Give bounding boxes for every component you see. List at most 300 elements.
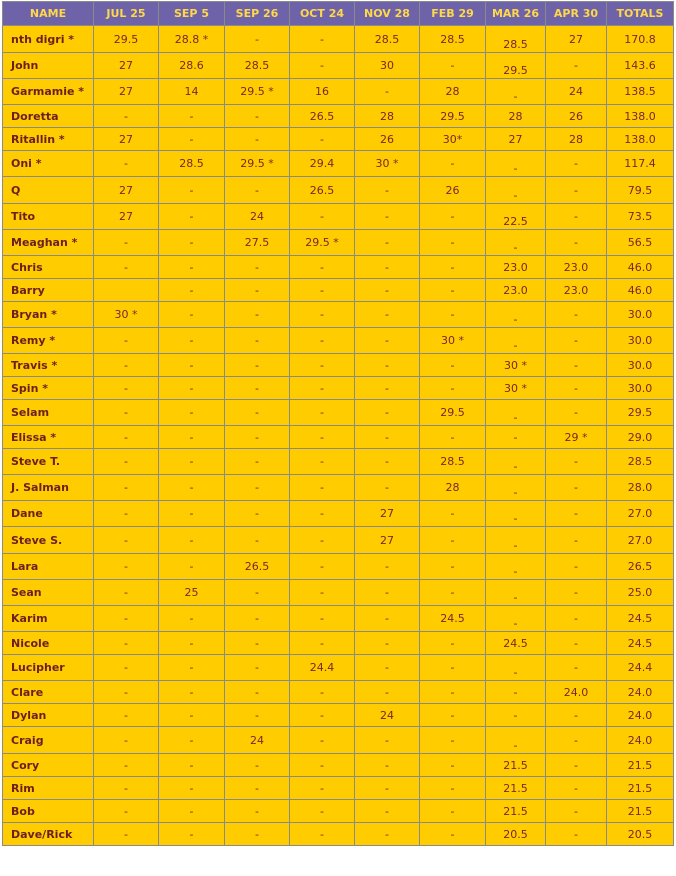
score-cell-nov-28: 28.5 (355, 26, 420, 53)
score-cell-jul-25: - (94, 754, 159, 777)
total-cell: 27.0 (607, 527, 674, 554)
score-cell-sep-26: - (225, 177, 290, 204)
score-cell-oct-24: - (290, 475, 355, 501)
score-cell-sep-26: - (225, 26, 290, 53)
player-name: Tito (3, 204, 94, 230)
player-name: John (3, 53, 94, 79)
score-cell-jul-25: - (94, 328, 159, 354)
score-cell-jul-25: - (94, 606, 159, 632)
column-header-sep-26: SEP 26 (225, 2, 290, 26)
score-cell-jul-25: - (94, 655, 159, 681)
table-row (3, 204, 674, 230)
score-cell-mar-26: - (486, 400, 546, 426)
table-row (3, 354, 674, 377)
score-cell-apr-30: - (546, 177, 607, 204)
score-cell-mar-26: 21.5 (486, 754, 546, 777)
score-cell-mar-26: 23.0 (486, 256, 546, 279)
scores-table (2, 1, 674, 846)
score-cell-nov-28: - (355, 230, 420, 256)
score-cell-jul-25: - (94, 256, 159, 279)
table-body (3, 26, 674, 846)
score-cell-feb-29: 29.5 (420, 105, 486, 128)
score-cell-jul-25: - (94, 475, 159, 501)
score-cell-nov-28: - (355, 204, 420, 230)
score-cell-sep-26: - (225, 302, 290, 328)
total-cell: 143.6 (607, 53, 674, 79)
total-cell: 56.5 (607, 230, 674, 256)
score-cell-mar-26: 28 (486, 105, 546, 128)
score-cell-feb-29: - (420, 681, 486, 704)
player-name: Steve T. (3, 449, 94, 475)
score-cell-nov-28: 27 (355, 527, 420, 554)
score-cell-jul-25: 27 (94, 128, 159, 151)
score-cell-apr-30: - (546, 204, 607, 230)
score-cell-oct-24: 29.4 (290, 151, 355, 177)
score-cell-jul-25: 29.5 (94, 26, 159, 53)
score-cell-sep-26: 24 (225, 727, 290, 754)
table-row (3, 704, 674, 727)
score-cell-apr-30: 29 * (546, 426, 607, 449)
score-cell-nov-28: - (355, 554, 420, 580)
score-cell-nov-28: - (355, 256, 420, 279)
score-cell-nov-28: - (355, 475, 420, 501)
score-cell-feb-29: 28 (420, 79, 486, 105)
score-cell-apr-30: 26 (546, 105, 607, 128)
score-cell-sep-26: - (225, 800, 290, 823)
score-cell-feb-29: - (420, 279, 486, 302)
score-cell-sep-5: - (159, 606, 225, 632)
score-cell-jul-25: - (94, 704, 159, 727)
score-cell-sep-26: - (225, 527, 290, 554)
score-cell-sep-26: - (225, 128, 290, 151)
player-name: Chris (3, 256, 94, 279)
table-row (3, 177, 674, 204)
score-cell-apr-30: - (546, 800, 607, 823)
total-cell: 24.0 (607, 681, 674, 704)
score-cell-nov-28: - (355, 632, 420, 655)
score-cell-sep-5: - (159, 354, 225, 377)
score-cell-mar-26: - (486, 475, 546, 501)
score-cell-feb-29: - (420, 256, 486, 279)
score-cell-oct-24: 16 (290, 79, 355, 105)
score-cell-nov-28: - (355, 449, 420, 475)
score-cell-apr-30: - (546, 53, 607, 79)
player-name: Meaghan * (3, 230, 94, 256)
total-cell: 29.5 (607, 400, 674, 426)
score-cell-feb-29: - (420, 230, 486, 256)
total-cell: 30.0 (607, 328, 674, 354)
score-cell-mar-26: 28.5 (486, 26, 546, 53)
score-cell-oct-24: - (290, 727, 355, 754)
score-cell-oct-24: - (290, 53, 355, 79)
score-cell-feb-29: - (420, 527, 486, 554)
column-header-name: NAME (3, 2, 94, 26)
score-cell-nov-28: - (355, 328, 420, 354)
score-cell-oct-24: - (290, 580, 355, 606)
score-cell-feb-29: 28.5 (420, 26, 486, 53)
score-cell-sep-5: - (159, 177, 225, 204)
score-cell-jul-25: - (94, 426, 159, 449)
score-cell-nov-28: 26 (355, 128, 420, 151)
score-cell-sep-5: - (159, 754, 225, 777)
score-cell-jul-25: 30 * (94, 302, 159, 328)
score-cell-jul-25 (94, 279, 159, 302)
score-cell-apr-30: - (546, 501, 607, 527)
score-cell-mar-26: - (486, 449, 546, 475)
score-cell-mar-26: 24.5 (486, 632, 546, 655)
table-row (3, 302, 674, 328)
score-cell-nov-28: 28 (355, 105, 420, 128)
column-header-nov-28: NOV 28 (355, 2, 420, 26)
score-cell-feb-29: - (420, 354, 486, 377)
table-row (3, 426, 674, 449)
player-name: Bryan * (3, 302, 94, 328)
score-cell-sep-26: 28.5 (225, 53, 290, 79)
total-cell: 73.5 (607, 204, 674, 230)
player-name: Sean (3, 580, 94, 606)
table-row (3, 527, 674, 554)
header-row (3, 2, 674, 26)
score-cell-feb-29: - (420, 53, 486, 79)
score-cell-sep-26: 26.5 (225, 554, 290, 580)
score-cell-mar-26: - (486, 527, 546, 554)
score-cell-nov-28: 30 (355, 53, 420, 79)
score-cell-mar-26: 20.5 (486, 823, 546, 846)
score-cell-jul-25: - (94, 527, 159, 554)
score-cell-sep-5: - (159, 501, 225, 527)
score-cell-jul-25: - (94, 105, 159, 128)
score-cell-nov-28: - (355, 426, 420, 449)
score-cell-apr-30: - (546, 151, 607, 177)
table-row (3, 449, 674, 475)
score-cell-mar-26: - (486, 328, 546, 354)
score-cell-nov-28: - (355, 800, 420, 823)
score-cell-sep-26: - (225, 400, 290, 426)
total-cell: 28.5 (607, 449, 674, 475)
score-cell-nov-28: - (355, 655, 420, 681)
total-cell: 30.0 (607, 377, 674, 400)
table-header (3, 2, 674, 26)
table-row (3, 79, 674, 105)
score-cell-sep-26: - (225, 426, 290, 449)
score-cell-nov-28: - (355, 79, 420, 105)
score-cell-jul-25: - (94, 400, 159, 426)
table-row (3, 151, 674, 177)
table-row (3, 128, 674, 151)
score-cell-jul-25: - (94, 681, 159, 704)
score-cell-sep-5: - (159, 475, 225, 501)
score-cell-feb-29: - (420, 704, 486, 727)
score-cell-mar-26: - (486, 426, 546, 449)
score-cell-sep-26: - (225, 475, 290, 501)
score-cell-feb-29: - (420, 823, 486, 846)
score-cell-jul-25: - (94, 377, 159, 400)
score-cell-mar-26: - (486, 177, 546, 204)
score-cell-nov-28: - (355, 354, 420, 377)
score-cell-jul-25: 27 (94, 204, 159, 230)
score-cell-feb-29: - (420, 655, 486, 681)
player-name: Selam (3, 400, 94, 426)
table-row (3, 475, 674, 501)
score-cell-sep-5: - (159, 204, 225, 230)
score-cell-apr-30: - (546, 727, 607, 754)
score-cell-feb-29: - (420, 800, 486, 823)
score-cell-oct-24: - (290, 128, 355, 151)
column-header-sep-5: SEP 5 (159, 2, 225, 26)
score-cell-mar-26: - (486, 79, 546, 105)
score-cell-feb-29: - (420, 632, 486, 655)
table-row (3, 681, 674, 704)
score-cell-apr-30: 24 (546, 79, 607, 105)
column-header-jul-25: JUL 25 (94, 2, 159, 26)
score-cell-sep-26: 27.5 (225, 230, 290, 256)
score-cell-jul-25: - (94, 230, 159, 256)
score-cell-apr-30: 23.0 (546, 256, 607, 279)
table-row (3, 580, 674, 606)
score-cell-apr-30: - (546, 655, 607, 681)
score-cell-sep-26: - (225, 704, 290, 727)
score-cell-sep-5: - (159, 632, 225, 655)
total-cell: 24.0 (607, 704, 674, 727)
score-cell-oct-24: 24.4 (290, 655, 355, 681)
total-cell: 26.5 (607, 554, 674, 580)
table-row (3, 754, 674, 777)
score-cell-sep-5: - (159, 128, 225, 151)
score-cell-mar-26: - (486, 230, 546, 256)
score-cell-nov-28: - (355, 580, 420, 606)
score-cell-mar-26: - (486, 302, 546, 328)
table-row (3, 230, 674, 256)
score-cell-feb-29: - (420, 302, 486, 328)
score-cell-apr-30: - (546, 823, 607, 846)
column-header-mar-26: MAR 26 (486, 2, 546, 26)
score-cell-jul-25: - (94, 449, 159, 475)
score-cell-feb-29: - (420, 501, 486, 527)
score-cell-mar-26: 21.5 (486, 777, 546, 800)
score-cell-nov-28: - (355, 400, 420, 426)
score-cell-nov-28: - (355, 777, 420, 800)
score-cell-sep-26: 29.5 * (225, 79, 290, 105)
score-cell-mar-26: - (486, 554, 546, 580)
score-cell-sep-5: - (159, 400, 225, 426)
total-cell: 30.0 (607, 302, 674, 328)
score-cell-sep-5: - (159, 527, 225, 554)
table-row (3, 400, 674, 426)
table-row (3, 632, 674, 655)
total-cell: 21.5 (607, 754, 674, 777)
total-cell: 29.0 (607, 426, 674, 449)
score-cell-apr-30: - (546, 554, 607, 580)
score-cell-sep-5: 28.8 * (159, 26, 225, 53)
score-cell-feb-29: - (420, 377, 486, 400)
score-cell-apr-30: 27 (546, 26, 607, 53)
score-cell-mar-26: 30 * (486, 354, 546, 377)
player-name: Karim (3, 606, 94, 632)
table-row (3, 377, 674, 400)
total-cell: 170.8 (607, 26, 674, 53)
score-cell-jul-25: 27 (94, 79, 159, 105)
player-name: Nicole (3, 632, 94, 655)
column-header-apr-30: APR 30 (546, 2, 607, 26)
score-cell-nov-28: 24 (355, 704, 420, 727)
score-cell-sep-26: - (225, 354, 290, 377)
total-cell: 138.0 (607, 128, 674, 151)
score-cell-feb-29: 28 (420, 475, 486, 501)
player-name: Cory (3, 754, 94, 777)
total-cell: 46.0 (607, 256, 674, 279)
score-cell-mar-26: - (486, 681, 546, 704)
column-header-totals: TOTALS (607, 2, 674, 26)
score-cell-oct-24: - (290, 823, 355, 846)
score-cell-sep-26: - (225, 632, 290, 655)
score-cell-jul-25: - (94, 800, 159, 823)
score-cell-apr-30: - (546, 230, 607, 256)
player-name: nth digri * (3, 26, 94, 53)
score-cell-jul-25: - (94, 777, 159, 800)
total-cell: 24.0 (607, 727, 674, 754)
score-cell-feb-29: - (420, 777, 486, 800)
score-cell-nov-28: - (355, 727, 420, 754)
player-name: Bob (3, 800, 94, 823)
score-cell-sep-26: - (225, 655, 290, 681)
score-cell-oct-24: - (290, 377, 355, 400)
score-cell-nov-28: - (355, 279, 420, 302)
score-cell-mar-26: - (486, 727, 546, 754)
score-cell-oct-24: - (290, 800, 355, 823)
table-row (3, 777, 674, 800)
player-name: J. Salman (3, 475, 94, 501)
score-cell-nov-28: - (355, 177, 420, 204)
table-row (3, 328, 674, 354)
player-name: Elissa * (3, 426, 94, 449)
total-cell: 117.4 (607, 151, 674, 177)
player-name: Clare (3, 681, 94, 704)
score-cell-feb-29: 29.5 (420, 400, 486, 426)
score-cell-sep-5: - (159, 105, 225, 128)
player-name: Dane (3, 501, 94, 527)
table-row (3, 800, 674, 823)
score-cell-sep-5: - (159, 681, 225, 704)
score-cell-apr-30: - (546, 754, 607, 777)
player-name: Travis * (3, 354, 94, 377)
score-cell-sep-26: - (225, 328, 290, 354)
score-cell-oct-24: - (290, 527, 355, 554)
total-cell: 24.4 (607, 655, 674, 681)
total-cell: 24.5 (607, 632, 674, 655)
player-name: Spin * (3, 377, 94, 400)
score-cell-oct-24: - (290, 449, 355, 475)
player-name: Rim (3, 777, 94, 800)
score-cell-mar-26: 29.5 (486, 53, 546, 79)
score-cell-jul-25: - (94, 151, 159, 177)
score-cell-oct-24: - (290, 328, 355, 354)
score-cell-sep-5: - (159, 279, 225, 302)
score-cell-apr-30: - (546, 632, 607, 655)
score-cell-jul-25: - (94, 501, 159, 527)
score-cell-sep-5: - (159, 777, 225, 800)
score-cell-mar-26: - (486, 655, 546, 681)
score-cell-apr-30: - (546, 449, 607, 475)
score-cell-feb-29: - (420, 151, 486, 177)
score-cell-jul-25: - (94, 554, 159, 580)
score-cell-sep-5: 25 (159, 580, 225, 606)
score-cell-oct-24: - (290, 279, 355, 302)
player-name: Ritallin * (3, 128, 94, 151)
score-cell-mar-26: 30 * (486, 377, 546, 400)
score-cell-jul-25: 27 (94, 53, 159, 79)
score-cell-oct-24: 26.5 (290, 105, 355, 128)
score-cell-apr-30: - (546, 328, 607, 354)
score-cell-apr-30: - (546, 606, 607, 632)
score-cell-mar-26: 21.5 (486, 800, 546, 823)
score-cell-oct-24: - (290, 400, 355, 426)
table-row (3, 823, 674, 846)
score-cell-sep-26: - (225, 279, 290, 302)
score-cell-oct-24: - (290, 554, 355, 580)
column-header-feb-29: FEB 29 (420, 2, 486, 26)
score-cell-mar-26: - (486, 606, 546, 632)
table-row (3, 279, 674, 302)
score-cell-sep-26: - (225, 777, 290, 800)
score-cell-mar-26: 27 (486, 128, 546, 151)
score-cell-apr-30: - (546, 400, 607, 426)
total-cell: 25.0 (607, 580, 674, 606)
score-cell-oct-24: 26.5 (290, 177, 355, 204)
score-cell-sep-26: - (225, 256, 290, 279)
score-cell-sep-26: - (225, 754, 290, 777)
score-cell-oct-24: 29.5 * (290, 230, 355, 256)
score-cell-sep-5: - (159, 727, 225, 754)
score-cell-feb-29: 30 * (420, 328, 486, 354)
table-row (3, 53, 674, 79)
score-cell-feb-29: - (420, 426, 486, 449)
score-cell-apr-30: - (546, 354, 607, 377)
score-cell-feb-29: 26 (420, 177, 486, 204)
score-cell-feb-29: 28.5 (420, 449, 486, 475)
score-cell-oct-24: - (290, 26, 355, 53)
score-cell-jul-25: - (94, 632, 159, 655)
score-cell-oct-24: - (290, 302, 355, 328)
score-cell-oct-24: - (290, 426, 355, 449)
score-cell-mar-26: - (486, 580, 546, 606)
score-cell-nov-28: - (355, 754, 420, 777)
score-cell-sep-26: - (225, 105, 290, 128)
score-cell-sep-5: 28.6 (159, 53, 225, 79)
score-cell-apr-30: 23.0 (546, 279, 607, 302)
score-cell-apr-30: - (546, 777, 607, 800)
total-cell: 21.5 (607, 777, 674, 800)
score-cell-oct-24: - (290, 354, 355, 377)
player-name: Lara (3, 554, 94, 580)
score-cell-feb-29: - (420, 580, 486, 606)
score-cell-oct-24: - (290, 501, 355, 527)
table-row (3, 727, 674, 754)
total-cell: 24.5 (607, 606, 674, 632)
table-row (3, 501, 674, 527)
player-name: Garmamie * (3, 79, 94, 105)
score-cell-apr-30: - (546, 527, 607, 554)
score-cell-nov-28: 27 (355, 501, 420, 527)
score-cell-sep-5: - (159, 328, 225, 354)
score-cell-nov-28: - (355, 606, 420, 632)
score-cell-oct-24: - (290, 704, 355, 727)
score-cell-sep-5: - (159, 256, 225, 279)
score-cell-jul-25: - (94, 727, 159, 754)
score-cell-sep-5: - (159, 704, 225, 727)
score-cell-apr-30: - (546, 475, 607, 501)
score-cell-feb-29: - (420, 204, 486, 230)
total-cell: 28.0 (607, 475, 674, 501)
